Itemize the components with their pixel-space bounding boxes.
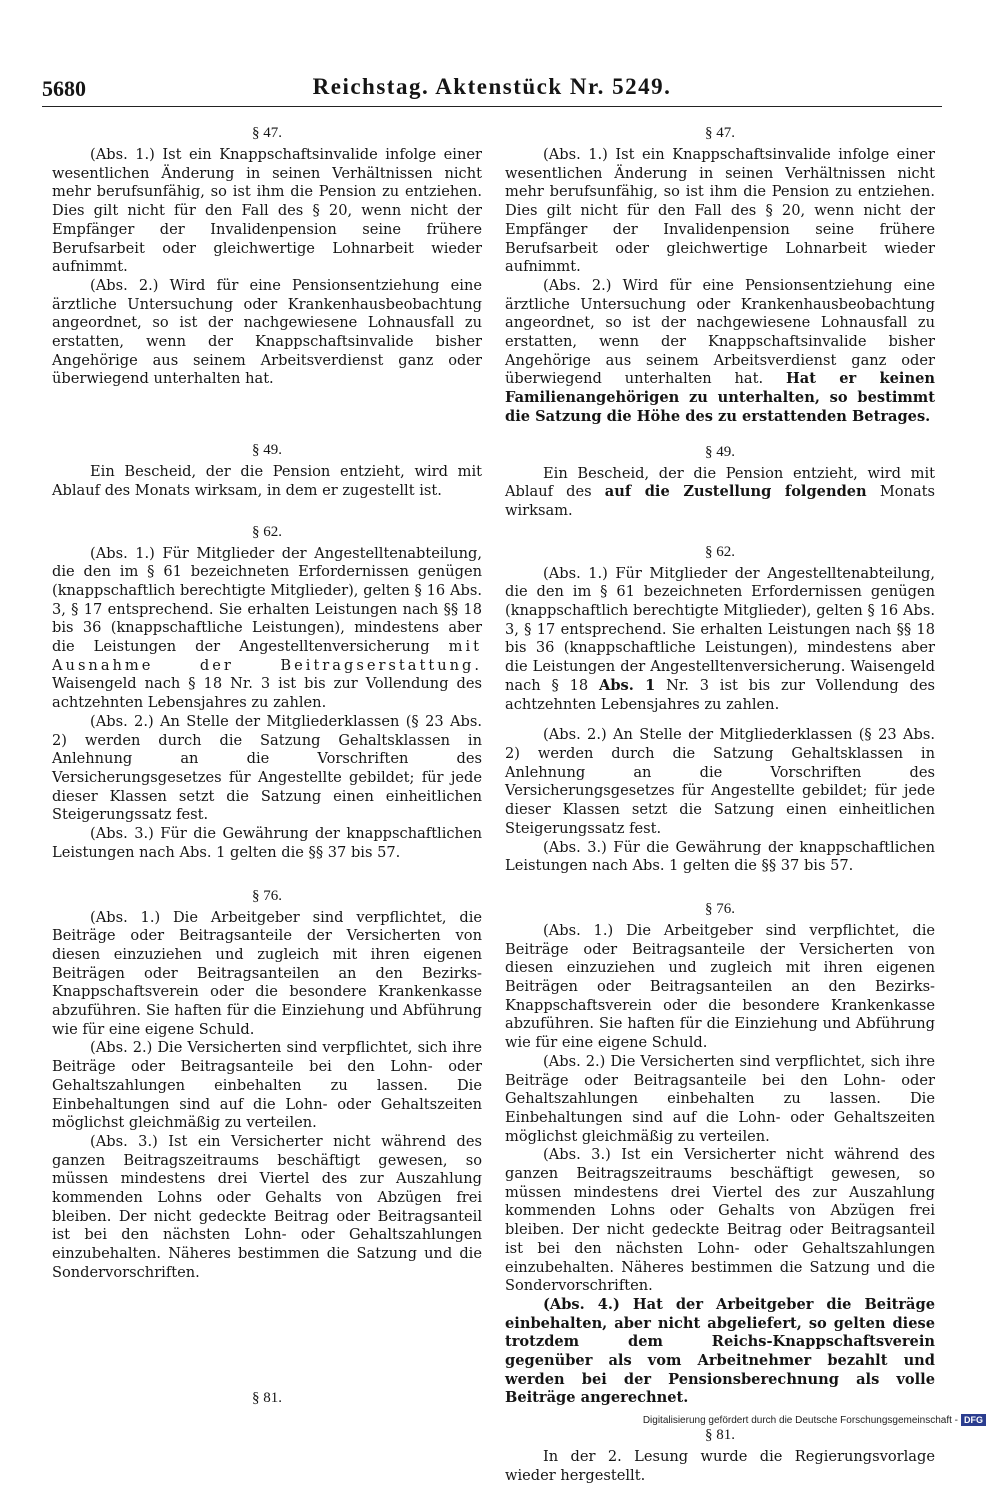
paragraph: (Abs. 2.) Die Versicherten sind verpflichtet, sich ihre Beiträge oder Beitragsanteile bei den Lohn- oder Gehaltszahlungen einbehalten zu lassen. Die Einbehaltungen sind auf die Lohn- oder Gehaltszeiten möglichst gleichmäßig zu verteilen. bbox=[505, 1052, 935, 1145]
dfg-logo-icon: DFG bbox=[961, 1414, 986, 1426]
left-section-49 bbox=[52, 439, 482, 500]
right-column bbox=[505, 122, 935, 1486]
paragraph: (Abs. 3.) Ist ein Versicherter nicht während des ganzen Beitragszeitraums beschäftigt gewesen, so müssen mindestens drei Viertel des zur Auszahlung kommenden Lohns oder Gehalts von Abzügen frei bleiben. Der nicht gedeckte Beitrag oder Beitragsanteil ist bei den nächsten Lohn- oder Gehaltszahlungen einzubehalten. Näheres bestimmen die Satzung und die Sondervorschriften. bbox=[505, 1146, 935, 1295]
right-section-76 bbox=[505, 898, 935, 1408]
paragraph: (Abs. 2.) An Stelle der Mitgliederklassen (§ 23 Abs. 2) werden durch die Satzung Gehaltsklassen in Anlehnung an die Vorschriften des Versicherungsgesetzes für Angestellte gebildet; für jede dieser Klassen setzt die Satzung einen einheitlichen Steigerungssatz fest. bbox=[52, 712, 482, 824]
section-heading: § 81. bbox=[705, 1427, 735, 1444]
section-heading: § 62. bbox=[705, 543, 735, 560]
paragraph bbox=[505, 565, 935, 715]
section-heading: § 49. bbox=[705, 443, 735, 460]
text-run: Ein Bescheid, der die Pension entzieht, wird mit Ablauf des bbox=[505, 464, 935, 501]
header-rule bbox=[42, 106, 942, 107]
paragraph: (Abs. 3.) Ist ein Versicherter nicht während des ganzen Beitragszeitraums beschäftigt gewesen, so müssen mindestens drei Viertel des zur Auszahlung kommenden Lohns oder Gehalts von Abzügen frei bleiben. Der nicht gedeckte Beitrag oder Beitragsanteil ist bei den nächsten Lohn- oder Gehaltszahlungen einzubehalten. Näheres bestimmen die Satzung und die Sondervorschriften. bbox=[52, 1132, 482, 1281]
paragraph-amended: (Abs. 4.) Hat der Arbeitgeber die Beiträge einbehalten, aber nicht abgeliefert, so gelten diese trotzdem dem Reichs-Knappschaftsverein gegenüber als vom Arbeitnehmer bezahlt und werden bei der Pensionsberechnung als volle Beiträge angerechnet. bbox=[505, 1295, 935, 1407]
paragraph bbox=[52, 545, 482, 713]
paragraph: (Abs. 1.) Die Arbeitgeber sind verpflichtet, die Beiträge oder Beitragsanteile der Versicherten von diesen einzuziehen und zugleich mit ihren eigenen Beiträgen oder Beitragsanteilen an den Bezirks-Knappschaftsverein oder die besondere Krankenkasse abzuführen. Sie haften für die Einziehung und Abführung wie für eine eigene Schuld. bbox=[505, 921, 935, 1052]
text-run: Monats wirksam. bbox=[505, 483, 935, 519]
left-section-62 bbox=[52, 521, 482, 863]
right-section-62 bbox=[505, 541, 935, 876]
paragraph bbox=[505, 277, 935, 427]
paragraph: Ein Bescheid, der die Pension entzieht, wird mit Ablauf des Monats wirksam, in dem er zugestellt ist. bbox=[52, 463, 482, 499]
spaced-text: mit Ausnahme der Beitragserstattung. bbox=[52, 638, 483, 674]
footer-text: Digitalisierung gefördert durch die Deutsche Forschungsgemeinschaft - bbox=[642, 1414, 958, 1426]
digitization-footer bbox=[643, 1414, 986, 1426]
section-heading: § 76. bbox=[705, 900, 735, 917]
paragraph: (Abs. 2.) Die Versicherten sind verpflichtet, sich ihre Beiträge oder Beitragsanteile bei den Lohn- oder Gehaltszahlungen einbehalten zu lassen. Die Einbehaltungen sind auf die Lohn- oder Gehaltszeiten möglichst gleichmäßig zu verteilen. bbox=[52, 1039, 482, 1132]
left-section-81 bbox=[52, 1387, 482, 1409]
section-heading: § 47. bbox=[252, 125, 282, 141]
paragraph: (Abs. 2.) An Stelle der Mitgliederklassen (§ 23 Abs. 2) werden durch die Satzung Gehaltsklassen in Anlehnung an die Vorschriften des Versicherungsgesetzes für Angestellte gebildet; für jede dieser Klassen setzt die Satzung einen einheitlichen Steigerungssatz fest. bbox=[505, 726, 935, 837]
section-heading: § 62. bbox=[252, 523, 282, 540]
amended-text: Hat er keinen Familienangehörigen zu unterhalten, so bestimmt die Satzung die Höhe des zu erstattenden Betrages. bbox=[505, 370, 935, 425]
paragraph: (Abs. 3.) Für die Gewährung der knappschaftlichen Leistungen nach Abs. 1 gelten die §§ 37 bis 57. bbox=[52, 825, 482, 861]
page-number: 5680 bbox=[42, 76, 86, 101]
paragraph: (Abs. 1.) Ist ein Knappschaftsinvalide infolge einer wesentlichen Änderung in seinen Verhältnissen nicht mehr berufsunfähig, so ist ihm die Pension zu entziehen. Dies gilt nicht für den Fall des § 20, wenn nicht der Empfänger der Invalidenpension seine frühere Berufsarbeit oder gleichwertige Lohnarbeit wieder aufnimmt. bbox=[505, 146, 935, 276]
left-section-76 bbox=[52, 885, 482, 1283]
running-title: Reichstag. Aktenstück Nr. 5249. bbox=[312, 74, 672, 99]
section-heading: § 49. bbox=[252, 442, 282, 459]
paragraph: In der 2. Lesung wurde die Regierungsvorlage wieder hergestellt. bbox=[505, 1448, 935, 1484]
amended-text: Abs. 1 bbox=[599, 676, 656, 694]
section-heading: § 47. bbox=[705, 125, 735, 141]
text-run: Waisengeld nach § 18 Nr. 3 ist bis zur Vollendung des achtzehnten Lebensjahres zu zahlen. bbox=[52, 675, 482, 712]
section-heading: § 81. bbox=[252, 1389, 282, 1406]
paragraph: (Abs. 1.) Ist ein Knappschaftsinvalide infolge einer wesentlichen Änderung in seinen Verhältnissen nicht mehr berufsunfähig, so ist ihm die Pension zu entziehen. Dies gilt nicht für den Fall des § 20, wenn nicht der Empfänger der Invalidenpension seine frühere Berufsarbeit oder gleichwertige Lohnarbeit wieder aufnimmt. bbox=[52, 146, 482, 276]
paragraph: (Abs. 1.) Die Arbeitgeber sind verpflichtet, die Beiträge oder Beitragsanteile der Versicherten von diesen einzuziehen und zugleich mit ihren eigenen Beiträgen oder Beitragsanteilen an den Bezirks-Knappschaftsverein oder die besondere Krankenkasse abzuführen. Sie haften für die Einziehung und Abführung wie für eine eigene Schuld. bbox=[52, 908, 482, 1038]
left-column bbox=[52, 122, 482, 1411]
right-section-47 bbox=[505, 122, 935, 427]
amended-text: auf die Zustellung folgenden bbox=[604, 483, 867, 501]
text-run: (Abs. 1.) Für Mitglieder der Angestelltenabteilung, die den im § 61 bezeichneten Erfordernissen genügen (knappschaftlich berechtigte Mitglieder), gelten § 16 Abs. 3, § 17 entsprechend. Sie erhalten Leistungen nach §§ 18 bis 36 (knappschaftliche Leistungen), mindestens aber die Leistungen der Angestelltenversicherung bbox=[52, 544, 482, 656]
paragraph: (Abs. 3.) Für die Gewährung der knappschaftlichen Leistungen nach Abs. 1 gelten die §§ 37 bis 57. bbox=[505, 838, 935, 875]
right-section-81 bbox=[505, 1424, 935, 1485]
text-run: (Abs. 1.) Für Mitglieder der Angestelltenabteilung, die den im § 61 bezeichneten Erfordernissen genügen (knappschaftlich berechtigte Mitglieder), gelten § 16 Abs. 3, § 17 entsprechend. Sie erhalten Leistungen nach §§ 18 bis 36 (knappschaftliche Leistungen), mindestens aber die Leistungen der Angestelltenversicherung. Waisengeld nach § 18 bbox=[505, 564, 935, 694]
text-run: Nr. 3 ist bis zur Vollendung des achtzehnten Lebensjahres zu zahlen. bbox=[505, 676, 935, 713]
paragraph: (Abs. 2.) Wird für eine Pensionsentziehung eine ärztliche Untersuchung oder Krankenhausbeobachtung angeordnet, so ist der nachgewiesene Lohnausfall zu erstatten, wenn der Knappschaftsinvalide bisher Angehörige aus seinem Arbeitsverdienst ganz oder überwiegend unterhalten hat. bbox=[52, 276, 482, 388]
text-run: (Abs. 2.) Wird für eine Pensionsentziehung eine ärztliche Untersuchung oder Krankenhausbeobachtung angeordnet, so ist der nachgewiesene Lohnausfall zu erstatten, wenn der Knappschaftsinvalide bisher Angehörige aus seinem Arbeitsverdienst ganz oder überwiegend unterhalten hat. bbox=[505, 276, 935, 388]
paragraph bbox=[505, 465, 935, 521]
section-heading: § 76. bbox=[252, 887, 282, 904]
left-section-47 bbox=[52, 122, 482, 389]
page-header bbox=[42, 74, 942, 110]
right-section-49 bbox=[505, 441, 935, 521]
